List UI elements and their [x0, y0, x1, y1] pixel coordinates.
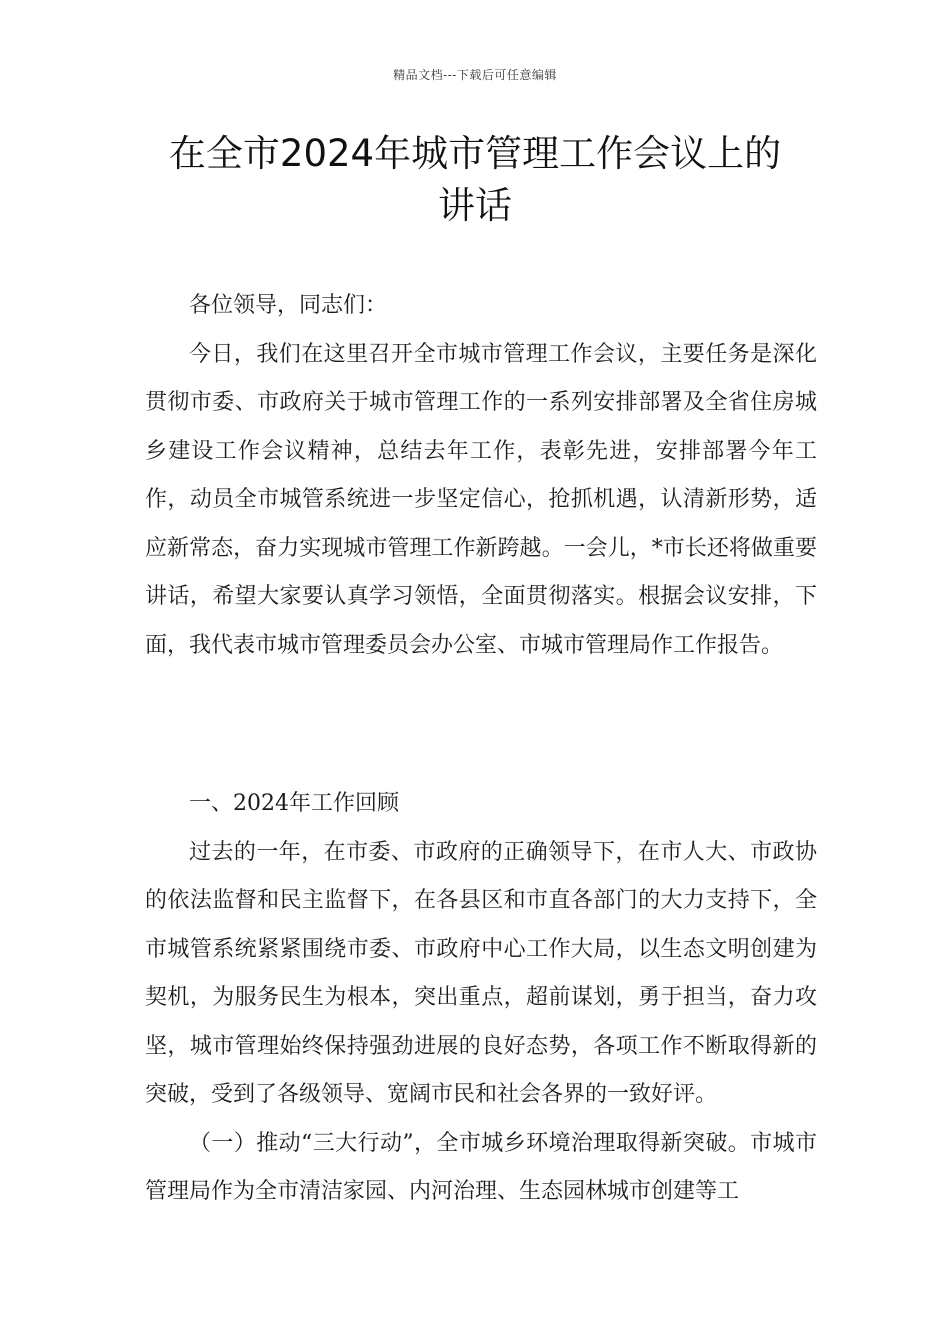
section-heading: 一、2024年工作回顾: [189, 791, 399, 816]
subsection-paragraph: （一）推动“三大行动”，全市城乡环境治理取得新突破。市城市管理局作为全市清洁家园、内河治理、生态园林城市创建等工: [145, 1130, 817, 1204]
title-line-2: 讲话: [438, 184, 512, 227]
intro-paragraph: 今日，我们在这里召开全市城市管理工作会议，主要任务是深化贯彻市委、市政府关于城市管理工作的一系列安排部署及全省住房城乡建设工作会议精神，总结去年工作，表彰先进，安排部署今年工作，动员全市城管系统进一步坚定信心，抢抓机遇，认清新形势，适应新常态，奋力实现城市管理工作新跨越。一会儿，*市长还将做重要讲话，希望大家要认真学习领悟，全面贯彻落实。根据会议安排，下面，我代表市城市管理委员会办公室、市城市管理局作工作报告。: [145, 341, 817, 658]
salutation: 各位领导，同志们：: [189, 293, 388, 318]
header-note: 精品文档---下载后可任意编辑: [393, 68, 557, 82]
document-title: [140, 128, 810, 232]
title-line-1: 在全市2024年城市管理工作会议上的: [168, 132, 782, 175]
opening-section: [145, 282, 817, 670]
review-paragraph: 过去的一年，在市委、市政府的正确领导下，在市人大、市政协的依法监督和民主监督下，在各县区和市直各部门的大力支持下，全市城管系统紧紧围绕市委、市政府中心工作大局，以生态文明创建为契机，为服务民生为根本，突出重点，超前谋划，勇于担当，奋力攻坚，城市管理始终保持强劲进展的良好态势，各项工作不断取得新的突破，受到了各级领导、宽阔市民和社会各界的一致好评。: [145, 839, 817, 1107]
review-section: [145, 780, 817, 1217]
